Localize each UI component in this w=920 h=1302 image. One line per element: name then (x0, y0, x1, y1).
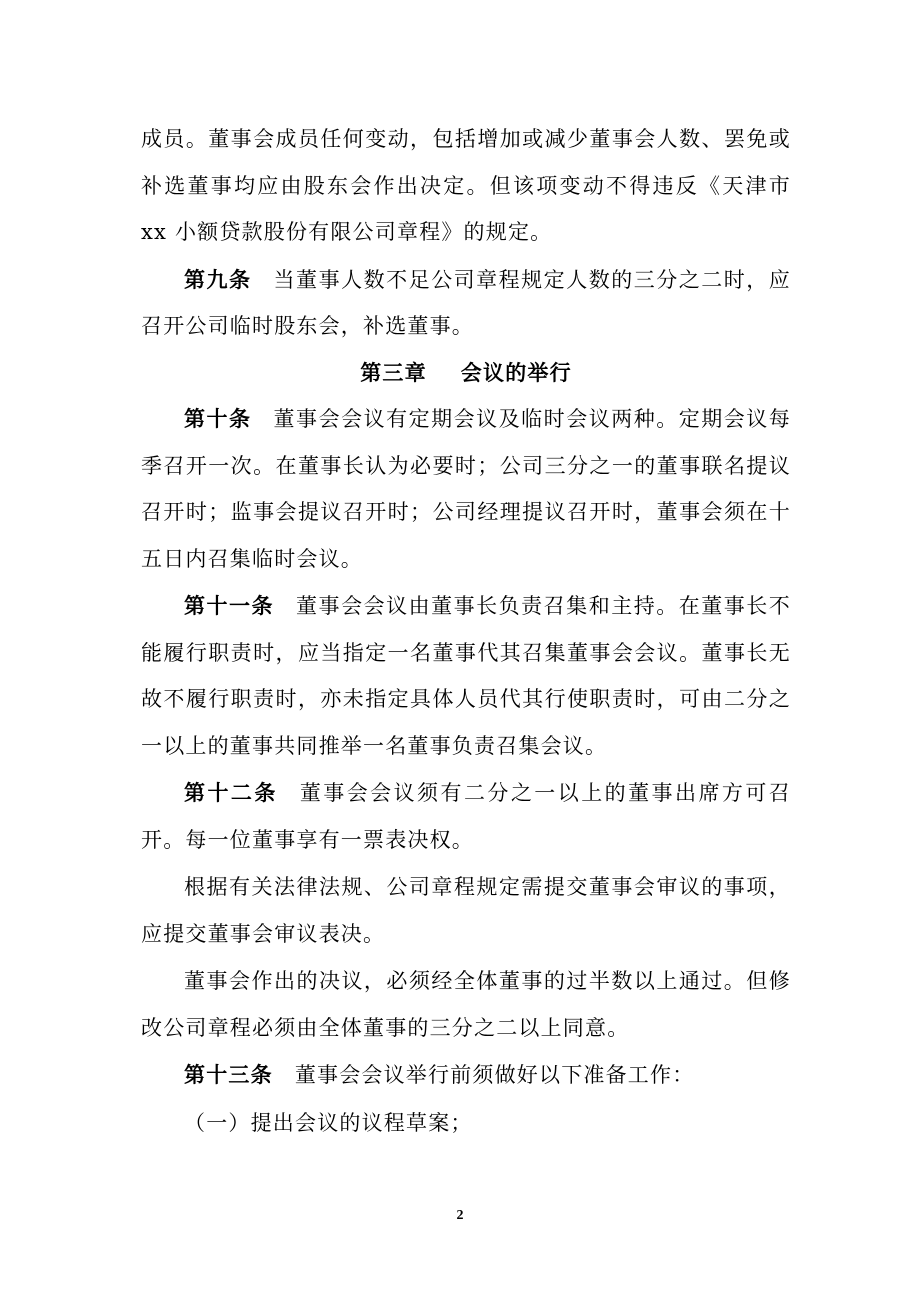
list-item (141, 1100, 791, 1147)
article-text: 董事会会议举行前须做好以下准备工作： (294, 1063, 695, 1087)
article-text: 董事会会议由董事长负责召集和主持。在董事长不能履行职责时，应当指定一名董事代其召集董事会会议。董事长无故不履行职责时，亦未指定具体人员代其行使职责时，可由二分之一以上的董事共同推举一名董事负责召集会议。 (141, 594, 791, 758)
paragraph-text: 根据有关法律法规、公司章程规定需提交董事会审议的事项，应提交董事会审议表决。 (141, 875, 791, 946)
article-number: 第十条 (184, 406, 252, 431)
article-text: 当董事人数不足公司章程规定人数的三分之二时，应召开公司临时股东会，补选董事。 (141, 267, 791, 338)
article-number: 第十二条 (184, 780, 278, 805)
article-9 (141, 257, 791, 350)
document-body (141, 116, 791, 1146)
paragraph (141, 864, 791, 957)
article-number: 第九条 (184, 266, 252, 292)
article-10 (141, 396, 791, 582)
article-11 (141, 583, 791, 769)
article-text: 董事会会议有定期会议及临时会议两种。定期会议每季召开一次。在董事长认为必要时；公司三分之一的董事联名提议召开时；监事会提议召开时；公司经理提议召开时，董事会须在十五日内召集临时会议。 (141, 407, 791, 571)
article-text: 董事会会议须有二分之一以上的董事出席方可召开。每一位董事享有一票表决权。 (141, 781, 791, 852)
article-12 (141, 770, 791, 863)
article-number: 第十三条 (184, 1062, 273, 1087)
article-13 (141, 1052, 791, 1099)
article-number: 第十一条 (184, 593, 275, 618)
paragraph-continuation (141, 116, 791, 256)
chapter-title: 会议的举行 (460, 359, 572, 385)
paragraph (141, 958, 791, 1051)
chapter-heading (141, 350, 791, 397)
list-item-text: （一）提出会议的议程草案； (184, 1110, 473, 1135)
paragraph-text: 成员。董事会成员任何变动，包括增加或减少董事会人数、罢免或补选董事均应由股东会作出决定。但该项变动不得违反《天津市 xx 小额贷款股份有限公司章程》的规定。 (141, 127, 791, 244)
paragraph-text: 董事会作出的决议，必须经全体董事的过半数以上通过。但修改公司章程必须由全体董事的三分之二以上同意。 (141, 969, 791, 1040)
page-number: 2 (456, 1208, 464, 1223)
chapter-number: 第三章 (360, 359, 427, 385)
